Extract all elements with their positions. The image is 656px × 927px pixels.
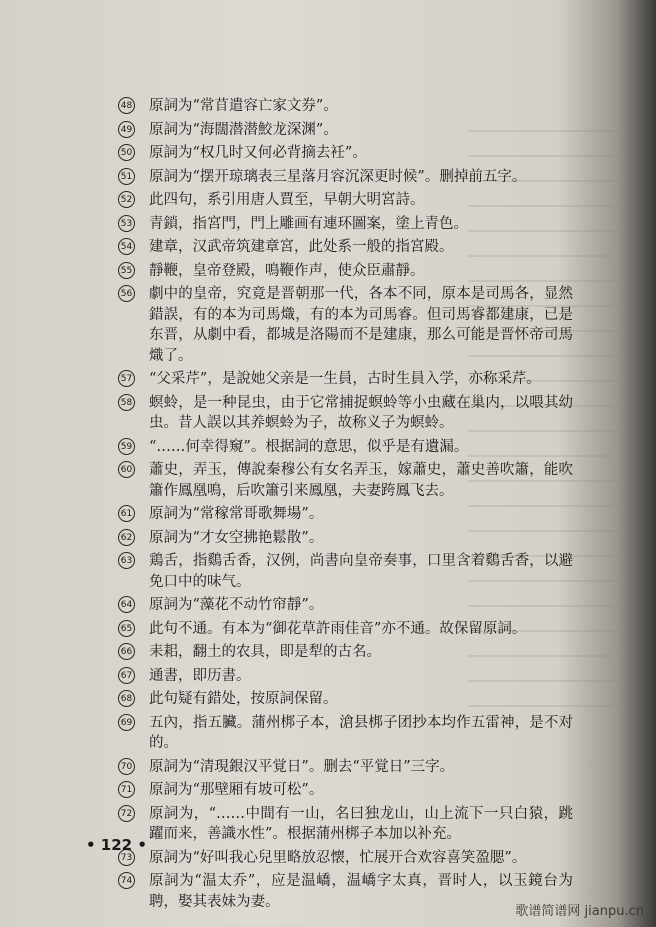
- note-item: [118, 167, 573, 188]
- note-text: 原詞为“才女空拂艳鬆散”。: [149, 529, 324, 546]
- note-item: [118, 780, 573, 801]
- notes-list: [118, 96, 573, 915]
- note-number: 55: [118, 262, 135, 279]
- note-number: 61: [118, 505, 135, 522]
- site-watermark: 歌谱简谱网 jianpu.cn: [515, 904, 644, 919]
- note-item: [118, 804, 573, 845]
- note-number: 73: [118, 849, 135, 866]
- note-text: 原詞为“常稼常哥歌舞場”。: [149, 506, 324, 522]
- note-number: 53: [118, 215, 135, 232]
- note-number: 59: [118, 438, 135, 455]
- note-item: [118, 437, 573, 458]
- note-item: [118, 504, 573, 525]
- note-text: 五內，指五臟。蒲州梆子本，滄县梆子团抄本均作五雷神，是不对的。: [149, 714, 573, 751]
- note-number: 70: [118, 758, 135, 775]
- note-text: 建章，汉武帝筑建章宮，此处系一般的指宮殿。: [149, 239, 454, 255]
- note-text: 青鎖，指宮門，門上雕画有連环圖案，塗上青色。: [149, 215, 468, 232]
- note-item: [118, 143, 573, 164]
- note-text: 原詞为“海闊潜潜鮫龙深渊”。: [149, 121, 338, 138]
- note-item: [118, 551, 573, 592]
- note-number: 52: [118, 191, 135, 208]
- note-text: “父采芹”，是說她父亲是一生員，古时生員入学，亦称采芹。: [149, 371, 541, 387]
- note-item: [118, 460, 573, 501]
- note-text: 靜鞭，皇帝登殿，鳴鞭作声，使众臣肅靜。: [149, 262, 425, 279]
- note-text: 原詞为“温太乔”，应是温嶠，温嶠字太真，晋时人，以玉鏡台为聘，娶其表妹为妻。: [149, 873, 573, 910]
- note-item: [118, 261, 573, 282]
- note-number: 60: [118, 461, 135, 478]
- note-number: 65: [118, 620, 135, 637]
- note-number: 72: [118, 805, 135, 822]
- note-number: 71: [118, 781, 135, 798]
- note-number: 74: [118, 872, 135, 889]
- note-number: 58: [118, 394, 135, 411]
- note-item: [118, 619, 573, 640]
- note-item: [118, 214, 573, 235]
- note-text: 原詞为“那壁厢有坡可松”。: [149, 782, 324, 798]
- note-number: 68: [118, 690, 135, 707]
- note-item: [118, 848, 573, 869]
- note-number: 69: [118, 714, 135, 731]
- note-item: [118, 369, 573, 390]
- note-item: [118, 713, 573, 754]
- note-item: [118, 393, 573, 434]
- note-item: [118, 237, 573, 258]
- note-item: [118, 689, 573, 710]
- note-number: 54: [118, 238, 135, 255]
- note-item: [118, 595, 573, 616]
- note-text: 原詞为“常苜遣容亡家文券”。: [149, 98, 338, 114]
- note-number: 50: [118, 144, 135, 161]
- note-item: [118, 666, 573, 687]
- note-text: 原詞为，“……中間有一山，名曰独龙山，山上流下一只白猿，跳躍而来，善識水性”。根据蒲州梆子本加以补充。: [149, 805, 573, 842]
- note-text: 此四句，系引用唐人賈至，早朝大明宮詩。: [149, 192, 425, 208]
- note-text: 原詞为“摆开琼璃表三星落月容沉深更时候”。删掉前五字。: [149, 168, 527, 185]
- note-number: 51: [118, 168, 135, 185]
- note-text: 耒耜，翻土的农具，即是犁的古名。: [149, 644, 381, 660]
- note-number: 56: [118, 285, 135, 302]
- note-text: 螟蛉，是一种昆虫，由于它常捕捉螟蛉等小虫藏在巢内，以喂其幼虫。昔人誤以其养螟蛉为子，故称义子为螟蛉。: [149, 394, 573, 431]
- note-number: 62: [118, 529, 135, 546]
- note-text: 劇中的皇帝，究竟是晋朝那一代，各本不同，原本是司馬各，显然錯誤，有的本为司馬熾，有的本为司馬睿。但司馬睿都建康，已是东晋，从劇中看，都城是洛陽而不是建康，那么可能是晋怀帝司馬熾了。: [149, 286, 573, 364]
- note-text: 原詞为“好叫我心兒里略放忍懐，忙展开合欢容喜笑盈腮”。: [149, 849, 527, 866]
- note-number: 64: [118, 596, 135, 613]
- note-text: 原詞为“权几时又何必背摘去衽”。: [149, 145, 367, 161]
- note-item: [118, 96, 573, 117]
- note-item: [118, 871, 573, 912]
- note-number: 66: [118, 643, 135, 660]
- note-number: 57: [118, 370, 135, 387]
- note-item: [118, 190, 573, 211]
- note-text: 此句疑有錯处，按原詞保留。: [149, 691, 338, 707]
- note-text: 通書，即历書。: [149, 667, 251, 684]
- note-number: 48: [118, 97, 135, 114]
- note-text: 原詞为“清現銀汉平覚日”。删去“平覚日”三字。: [149, 758, 455, 775]
- note-item: [118, 757, 573, 778]
- page-number: • 122 •: [86, 836, 147, 854]
- note-text: 蕭史，弄玉，傳說秦穆公有女名弄玉，嫁蕭史，蕭史善吹簫，能吹簫作鳳凰鳴，后吹簫引来鳳凰，夫妻跨鳳飞去。: [149, 462, 573, 499]
- note-item: [118, 284, 573, 366]
- note-number: 49: [118, 121, 135, 138]
- note-number: 63: [118, 552, 135, 569]
- note-text: “……何幸得窺”。根据詞的意思，似乎是有遺漏。: [149, 438, 469, 455]
- note-text: 原詞为“藻花不动竹帘靜”。: [149, 597, 324, 613]
- note-item: [118, 120, 573, 141]
- note-number: 67: [118, 667, 135, 684]
- note-item: [118, 528, 573, 549]
- note-item: [118, 642, 573, 663]
- note-text: 此句不通。有本为“御花草許雨佳音”亦不通。故保留原詞。: [149, 620, 527, 637]
- note-text: 鶏舌，指鷄舌香，汉例，尚書向皇帝奏事，口里含着鷄舌香，以避免口中的味气。: [149, 553, 573, 590]
